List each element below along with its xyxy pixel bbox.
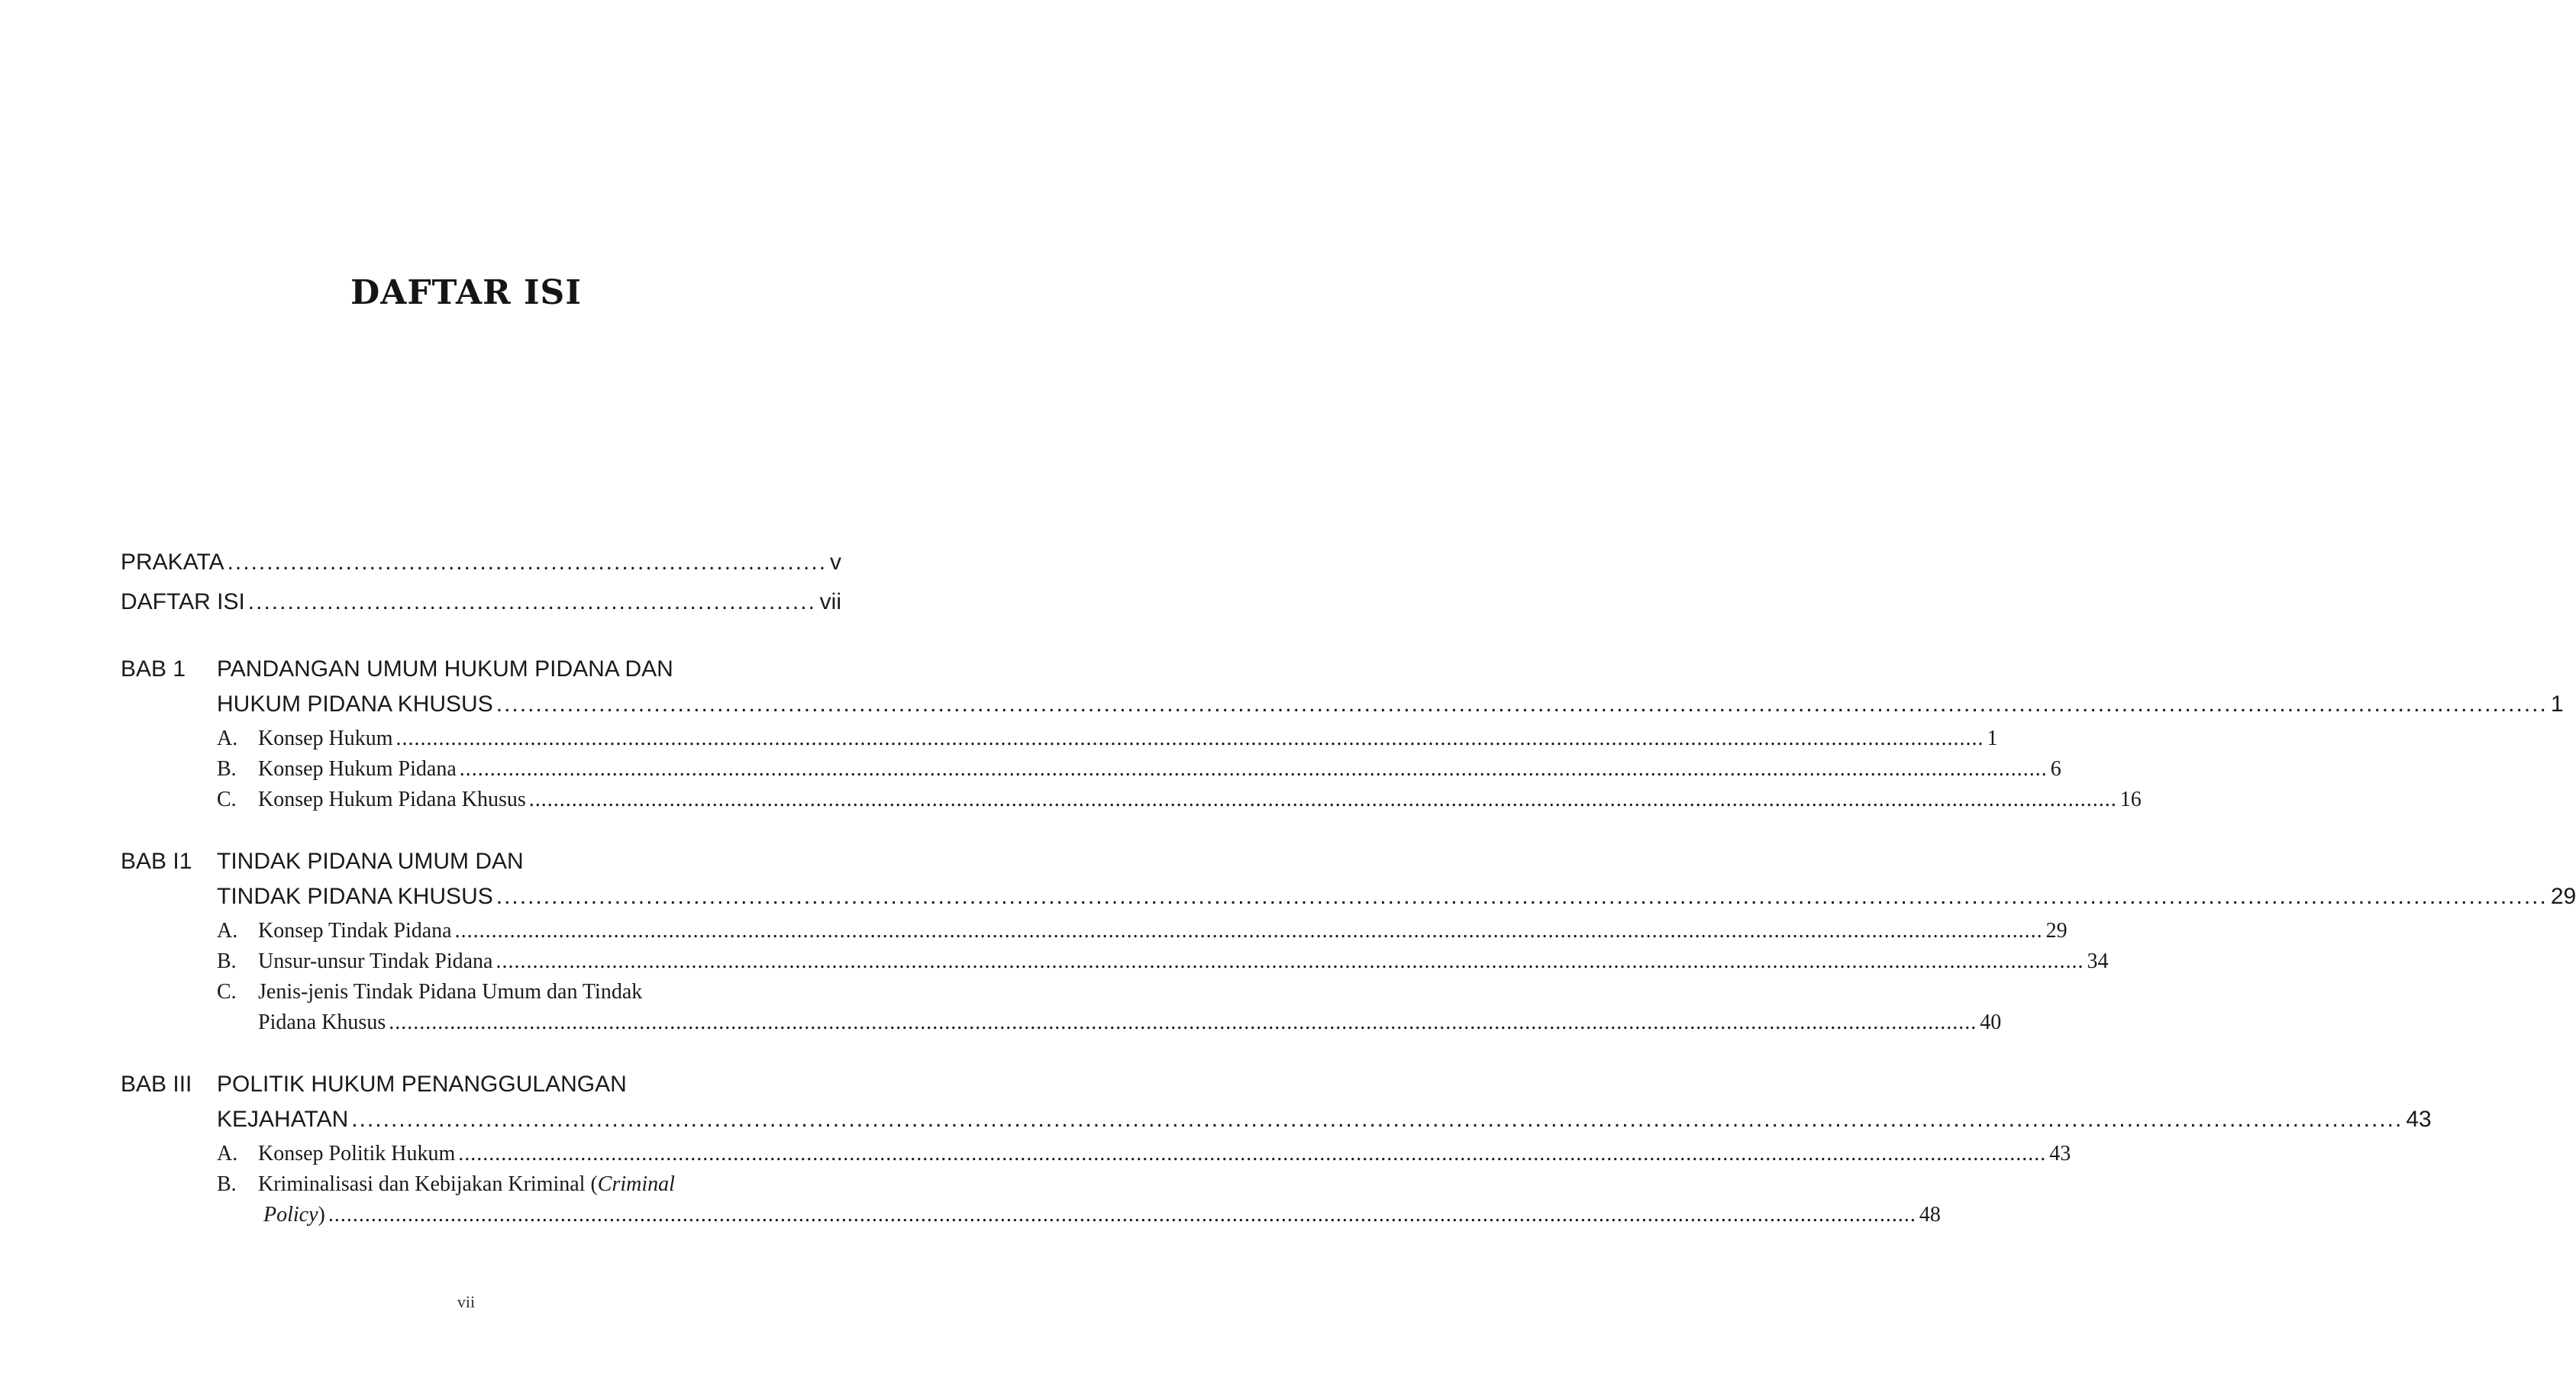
section-letter: A. <box>217 1142 238 1165</box>
section-letter: B. <box>217 757 237 781</box>
section-entry[interactable] <box>217 724 1998 754</box>
chapter-title-line-1[interactable]: TINDAK PIDANA UMUM DAN <box>217 849 524 874</box>
chapter-page: 43 <box>2406 1107 2432 1132</box>
section-letter: A. <box>217 727 238 750</box>
section-title-line-2: Pidana Khusus <box>258 1011 386 1034</box>
section-title: Konsep Tindak Pidana <box>258 919 452 943</box>
dot-leader <box>496 687 2548 722</box>
section-letter: C. <box>217 980 237 1004</box>
section-letter: B. <box>217 949 237 973</box>
toc-entry-daftar-isi[interactable] <box>121 589 841 629</box>
section-page: 43 <box>2049 1142 2071 1165</box>
section-title: Konsep Hukum <box>258 727 393 750</box>
section-entry[interactable] <box>217 785 2142 815</box>
section-title-tail: ) <box>318 1203 325 1227</box>
dot-leader <box>351 1102 2403 1137</box>
chapter-title-line-1[interactable]: PANDANGAN UMUM HUKUM PIDANA DAN <box>217 656 673 682</box>
chapter-label: BAB 1 <box>121 656 186 682</box>
section-list <box>217 916 2109 1038</box>
section-entry[interactable] <box>217 1169 1941 1230</box>
chapter-title-line-1[interactable]: POLITIK HUKUM PENANGGULANGAN <box>217 1072 627 1097</box>
section-letter: A. <box>217 919 238 943</box>
section-list <box>217 1139 2071 1230</box>
chapter-title-text: KEJAHATAN <box>217 1107 349 1132</box>
chapter-label: BAB I1 <box>121 849 192 874</box>
page-number-footer: vii <box>457 1292 476 1311</box>
section-title: Konsep Hukum Pidana Khusus <box>258 788 526 811</box>
chapter-title-text: HUKUM PIDANA KHUSUS <box>217 692 493 717</box>
section-letter: C. <box>217 788 237 811</box>
section-list <box>217 724 2142 815</box>
chapter-bab-2 <box>121 844 2576 1038</box>
section-entry[interactable] <box>217 946 2109 977</box>
toc-entry-prakata[interactable] <box>121 550 841 589</box>
section-page: 29 <box>2045 919 2068 943</box>
section-title: Konsep Hukum Pidana <box>258 757 457 781</box>
section-page: 1 <box>1987 727 1998 750</box>
toc-entry-label: DAFTAR ISI <box>121 589 245 614</box>
section-entry[interactable] <box>217 754 2061 785</box>
section-page: 6 <box>2050 757 2061 781</box>
toc-entry-page: vii <box>819 589 841 614</box>
page-title: DAFTAR ISI <box>350 273 582 312</box>
section-title-italic: Policy <box>263 1203 318 1227</box>
chapter-title-line-2[interactable] <box>217 879 2576 914</box>
dot-leader <box>455 916 2043 946</box>
section-title: Unsur-unsur Tindak Pidana <box>258 949 493 973</box>
dot-leader <box>228 550 827 575</box>
toc-entry-label: PRAKATA <box>121 550 224 575</box>
section-page: 34 <box>2087 949 2109 973</box>
dot-leader <box>496 879 2548 914</box>
section-letter: B. <box>217 1172 237 1196</box>
chapter-title-line-2[interactable] <box>217 687 2564 722</box>
section-page: 40 <box>1980 1011 2002 1034</box>
section-entry[interactable] <box>217 916 2068 946</box>
chapter-label: BAB III <box>121 1072 192 1097</box>
chapter-title-text: TINDAK PIDANA KHUSUS <box>217 884 493 909</box>
dot-leader <box>460 754 2048 785</box>
section-page: 48 <box>1919 1203 1941 1227</box>
toc-entry-page: v <box>830 550 841 575</box>
section-entry[interactable] <box>217 977 2002 1038</box>
chapter-page: 29 <box>2550 884 2576 909</box>
chapter-page: 1 <box>2550 692 2564 717</box>
chapter-bab-1 <box>121 652 2564 815</box>
section-title-line-1: Jenis-jenis Tindak Pidana Umum dan Tindak <box>258 980 643 1004</box>
dot-leader <box>328 1200 1916 1230</box>
dot-leader <box>458 1139 2046 1169</box>
section-page: 16 <box>2119 788 2142 811</box>
section-entry[interactable] <box>217 1139 2071 1169</box>
chapter-bab-3 <box>121 1067 2432 1230</box>
dot-leader <box>529 785 2117 815</box>
dot-leader <box>389 1007 1977 1038</box>
chapter-title-line-2[interactable] <box>217 1102 2432 1137</box>
dot-leader <box>248 589 817 615</box>
section-title-italic: Criminal <box>597 1172 675 1196</box>
section-title-text: Kriminalisasi dan Kebijakan Kriminal ( <box>258 1172 598 1196</box>
dot-leader <box>496 946 2084 977</box>
dot-leader <box>396 724 1984 754</box>
section-title-line-1 <box>258 1169 1941 1200</box>
section-title: Konsep Politik Hukum <box>258 1142 456 1165</box>
table-of-contents <box>121 550 2576 1230</box>
section-title-line-2 <box>258 1200 325 1230</box>
